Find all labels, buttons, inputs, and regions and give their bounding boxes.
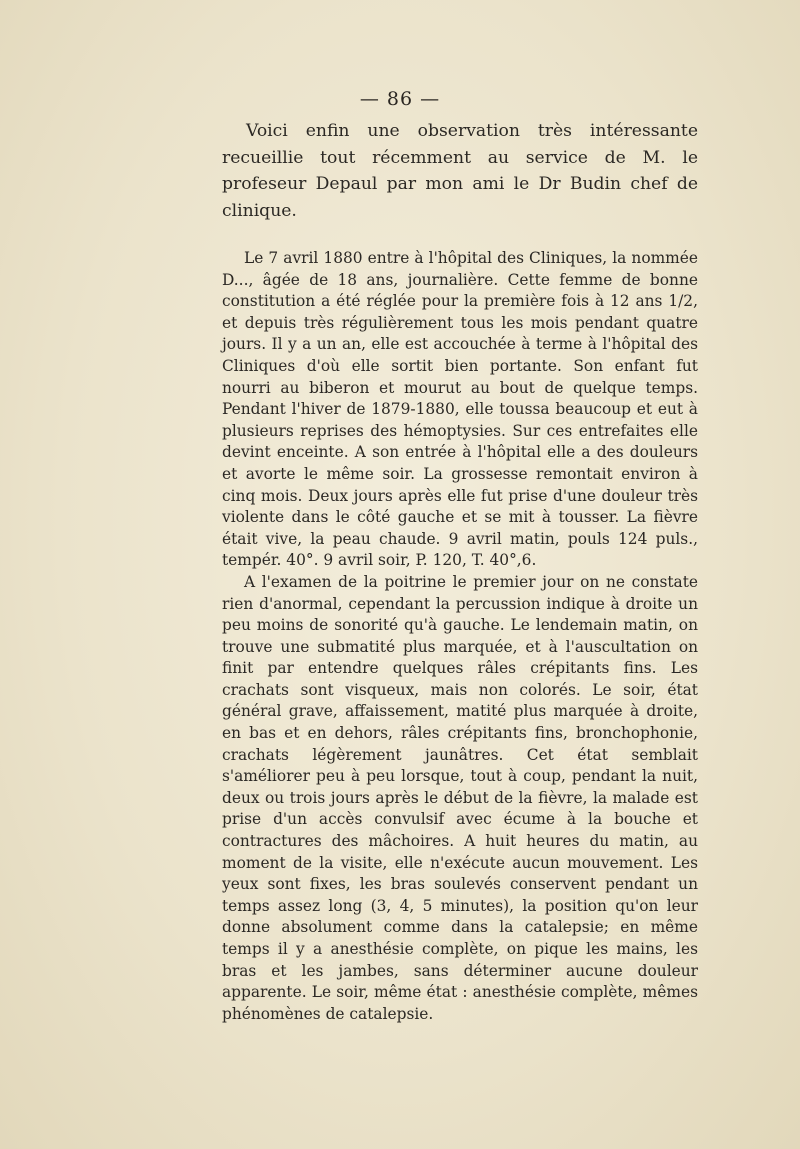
case-history-paragraph: Le 7 avril 1880 entre à l'hôpital des Cliniques, la nommée D..., âgée de 18 ans, journalière. Cette femme de bonne constitution a été réglée pour la première fois à 12 ans 1/2, et depuis très régulièrement tous les mois pendant quatre jours. Il y a un an, elle est accouchée à terme à l'hôpital des Cliniques d'où elle sortit bien portante. Son enfant fut nourri au biberon et mourut au bout de quelque temps. Pendant l'hiver de 1879-1880, elle toussa beaucoup et eut à plusieurs reprises des hémoptysies. Sur ces entrefaites elle devint enceinte. A son entrée à l'hôpital elle a des douleurs et avorte le même soir. La grossesse remontait environ à cinq mois. Deux jours après elle fut prise d'une douleur très violente dans le côté gauche et se mit à tousser. La fièvre était vive, la peau chaude. 9 avril matin, pouls 124 puls., tempér. 40°. 9 avril soir, P. 120, T. 40°,6. [222, 249, 698, 570]
examination-paragraph: A l'examen de la poitrine le premier jour on ne constate rien d'anormal, cependant la percussion indique à droite un peu moins de sonorité qu'à gauche. Le lendemain matin, on trouve une submatité plus marquée, et à l'auscultation on finit par entendre quelques râles crépitants fins. Les crachats sont visqueux, mais non colorés. Le soir, état général grave, affaissement, matité plus marquée à droite, en bas et en dehors, râles crépitants fins, bronchophonie, crachats légèrement jaunâtres. Cet état semblait s'améliorer peu à peu lorsque, tout à coup, pendant la nuit, deux ou trois jours après le début de la fièvre, la malade est prise d'un accès convulsif avec écume à la bouche et contractures des mâchoires. A huit heures du matin, au moment de la visite, elle n'exécute aucun mouvement. Les yeux sont fixes, les bras soulevés conservent pendant un temps assez long (3, 4, 5 minutes), la position qu'on leur donne absolument comme dans la catalepsie; en même temps il y a anesthésie complète, on pique les mains, les bras et les jambes, sans déterminer aucune douleur apparente. Le soir, même état : anesthésie complète, mêmes phénomènes de catalepsie. [222, 572, 698, 1023]
body-text [222, 118, 698, 1025]
page-number: — 86 — [359, 88, 441, 110]
intro-paragraph: Voici enfin une observation très intéressante recueillie tout récemment au service de M. le profeseur Depaul par mon ami le Dr Budin chef de clinique. [222, 121, 698, 221]
